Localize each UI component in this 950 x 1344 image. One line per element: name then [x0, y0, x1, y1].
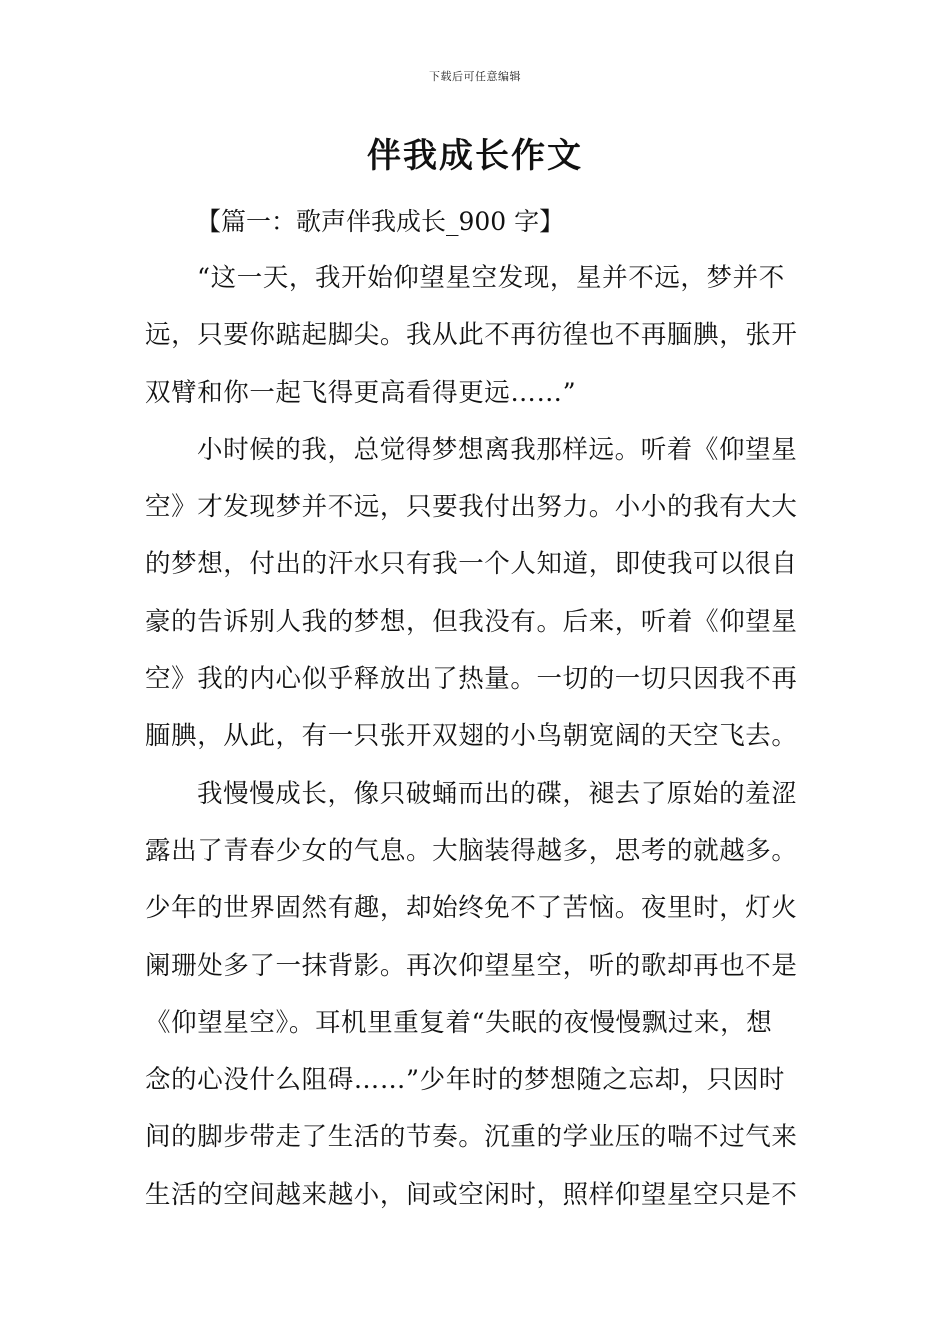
paragraph-3-line-3: 少年的世界固然有趣，却始终免不了苦恼。夜里时，灯火 — [145, 893, 798, 924]
paragraph-2-line-3: 的梦想，付出的汗水只有我一个人知道，即使我可以很自 — [145, 549, 798, 580]
paragraph-1-line-2: 远，只要你踮起脚尖。我从此不再彷徨也不再腼腆，张开 — [145, 320, 798, 351]
paragraph-1-line-1: “这一天，我开始仰望星空发现，星并不远，梦并不 — [197, 263, 785, 293]
paragraph-3-line-5: 《仰望星空》。耳机里重复着“失眠的夜慢慢飘过来，想 — [145, 1007, 773, 1038]
paragraph-3-line-4: 阑珊处多了一抹背影。再次仰望星空，听的歌却再也不是 — [145, 950, 798, 981]
paragraph-3-line-2: 露出了青春少女的气息。大脑装得越多，思考的就越多。 — [145, 835, 798, 866]
paragraph-2-line-2: 空》才发现梦并不远，只要我付出努力。小小的我有大大 — [145, 492, 798, 523]
paragraph-2-line-1: 小时候的我，总觉得梦想离我那样远。听着《仰望星 — [197, 434, 798, 465]
paragraph-2-line-4: 豪的告诉别人我的梦想，但我没有。后来，听着《仰望星 — [145, 606, 798, 637]
section-heading: 【篇一：歌声伴我成长_900 字】 — [196, 207, 565, 236]
paragraph-3-line-6: 念的心没什么阻碍……”少年时的梦想随之忘却，只因时 — [145, 1065, 786, 1096]
paragraph-3-line-8: 生活的空间越来越小，间或空闲时，照样仰望星空只是不 — [145, 1179, 798, 1210]
header-note: 下载后可任意编辑 — [429, 70, 521, 83]
paragraph-2-line-5: 空》我的内心似乎释放出了热量。一切的一切只因我不再 — [145, 664, 798, 695]
paragraph-3-line-7: 间的脚步带走了生活的节奏。沉重的学业压的喘不过气来 — [145, 1122, 798, 1153]
document-title: 伴我成长作文 — [367, 136, 583, 176]
paragraph-2-line-6: 腼腆，从此，有一只张开双翅的小鸟朝宽阔的天空飞去。 — [145, 721, 798, 752]
paragraph-3-line-1: 我慢慢成长，像只破蛹而出的碟，褪去了原始的羞涩 — [197, 778, 798, 809]
paragraph-1-line-3: 双臂和你一起飞得更高看得更远……” — [145, 377, 577, 408]
essay-body — [145, 250, 810, 1224]
